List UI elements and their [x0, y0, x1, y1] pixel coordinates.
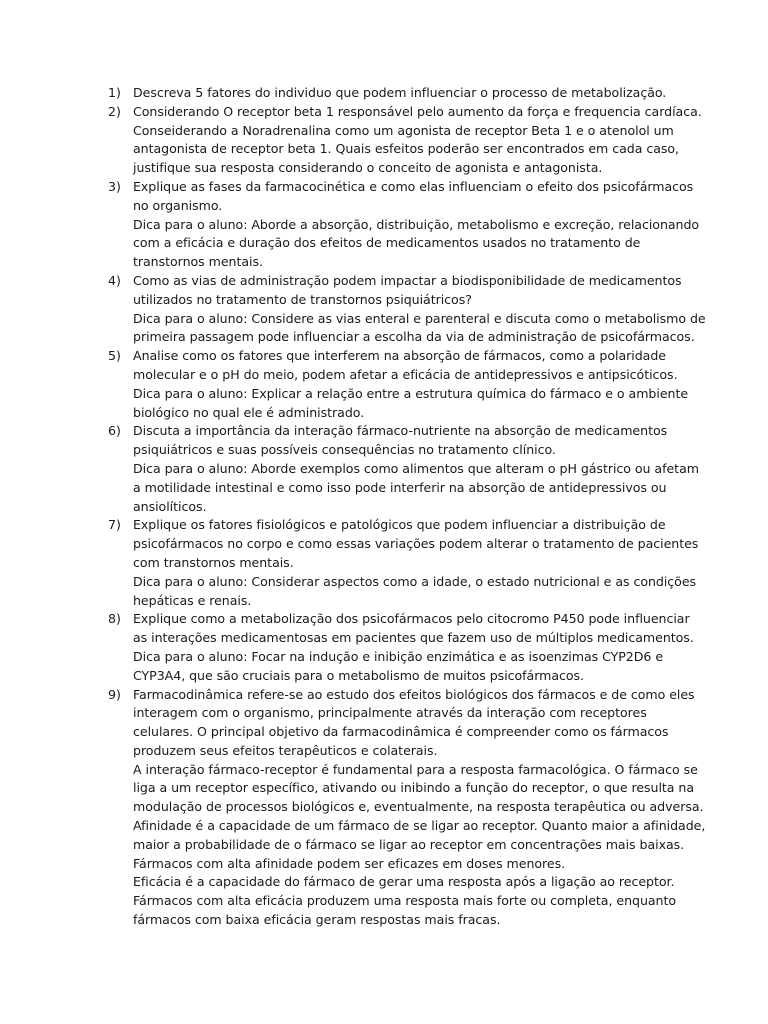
question-item — [108, 272, 706, 347]
question-text-line: maior a probabilidade de o fármaco se ligar ao receptor em concentrações mais baixas. — [133, 836, 685, 852]
question-text-line: Fármacos com alta eficácia produzem uma resposta mais forte ou completa, enquanto — [133, 893, 677, 909]
question-text-line: com a eficácia e duração dos efeitos de medicamentos usados no tratamento de — [133, 235, 641, 251]
question-text-line: Dica para o aluno: Explicar a relação entre a estrutura química do fármaco e o ambiente — [133, 385, 689, 401]
question-text-line: Analise como os fatores que interferem na absorção de fármacos, como a polaridade — [133, 348, 666, 364]
question-item — [108, 686, 706, 930]
question-text-line: celulares. O principal objetivo da farmacodinâmica é compreender como os fármacos — [133, 724, 669, 740]
question-text-line: Discuta a importância da interação fármaco-nutriente na absorção de medicamentos — [133, 423, 668, 439]
question-text-line: Considerando O receptor beta 1 responsável pelo aumento da força e frequencia cardíaca. — [133, 103, 702, 119]
question-text-line: hepáticas e renais. — [133, 592, 252, 608]
question-text-line: Dica para o aluno: Aborde exemplos como alimentos que alteram o pH gástrico ou afetam — [133, 460, 699, 476]
question-text-line: Dica para o aluno: Focar na indução e inibição enzimática e as isoenzimas CYP2D6 e — [133, 648, 664, 664]
question-text-line: primeira passagem pode influenciar a escolha da via de administração de psicofármacos. — [133, 329, 695, 345]
question-text-line: molecular e o pH do meio, podem afetar a eficácia de antidepressivos e antipsicóticos. — [133, 366, 678, 382]
question-list — [108, 84, 706, 930]
question-text-line: a motilidade intestinal e como isso pode interferir na absorção de antidepressivos ou — [133, 479, 667, 495]
question-text-line: ansiolíticos. — [133, 498, 207, 514]
question-text-line: psiquiátricos e suas possíveis consequências no tratamento clínico. — [133, 442, 556, 458]
question-text-line: Fármacos com alta afinidade podem ser eficazes em doses menores. — [133, 855, 566, 871]
question-text-line: Como as vias de administração podem impactar a biodisponibilidade de medicamentos — [133, 272, 682, 288]
question-number: 3) — [108, 178, 121, 194]
question-text-line: antagonista de receptor beta 1. Quais esfeitos poderão ser encontrados em cada caso, — [133, 141, 679, 157]
question-number: 9) — [108, 686, 121, 702]
question-item — [108, 422, 699, 516]
question-text-line: psicofármacos no corpo e como essas variações podem alterar o tratamento de pacientes — [133, 536, 699, 552]
question-text-line: justifique sua resposta considerando o conceito de agonista e antagonista. — [133, 160, 603, 176]
question-text-line: A interação fármaco-receptor é fundamental para a resposta farmacológica. O fármaco se — [133, 761, 698, 777]
question-item — [108, 347, 689, 422]
question-item — [108, 178, 700, 272]
question-text-line: fármacos com baixa eficácia geram respostas mais fracas. — [133, 912, 501, 928]
question-text-line: Explique os fatores fisiológicos e patológicos que podem influenciar a distribuição de — [133, 517, 666, 533]
question-text-line: Farmacodinâmica refere-se ao estudo dos efeitos biológicos dos fármacos e de como eles — [133, 686, 695, 702]
question-text-line: CYP3A4, que são cruciais para o metabolismo de muitos psicofármacos. — [133, 667, 585, 683]
question-text-line: Dica para o aluno: Aborde a absorção, distribuição, metabolismo e excreção, relacionando — [133, 216, 700, 232]
question-text-line: liga a um receptor específico, ativando ou inibindo a função do receptor, o que resulta na — [133, 780, 695, 796]
question-number: 2) — [108, 103, 121, 119]
question-text-line: Dica para o aluno: Considerar aspectos como a idade, o estado nutricional e as condições — [133, 573, 697, 589]
question-item — [108, 103, 702, 178]
question-text-line: Descreva 5 fatores do individuo que podem influenciar o processo de metabolização. — [133, 85, 667, 100]
question-text-line: Conseiderando a Noradrenalina como um agonista de receptor Beta 1 e o atenolol um — [133, 122, 674, 138]
question-text-line: biológico no qual ele é administrado. — [133, 404, 365, 420]
question-number: 7) — [108, 517, 121, 533]
question-text-line: Afinidade é a capacidade de um fármaco de se ligar ao receptor. Quanto maior a afinidade, — [133, 818, 706, 834]
question-number: 1) — [108, 85, 121, 100]
question-item — [108, 516, 699, 610]
question-text-line: Explique como a metabolização dos psicofármacos pelo citocromo P450 pode influenciar — [133, 611, 690, 627]
question-text-line: com transtornos mentais. — [133, 554, 294, 570]
question-text-line: Eficácia é a capacidade do fármaco de gerar uma resposta após a ligação ao receptor. — [133, 874, 675, 890]
question-number: 8) — [108, 611, 121, 627]
question-text-line: no organismo. — [133, 197, 223, 213]
question-text-line: produzem seus efeitos terapêuticos e colaterais. — [133, 742, 438, 758]
question-number: 4) — [108, 272, 121, 288]
question-text-line: modulação de processos biológicos e, eventualmente, na resposta terapêutica ou adversa. — [133, 799, 704, 815]
question-text-line: as interações medicamentosas em pacientes que fazem uso de múltiplos medicamentos. — [133, 630, 694, 646]
question-text-line: interagem com o organismo, principalmente através da interação com receptores — [133, 705, 647, 721]
question-item — [108, 84, 668, 103]
question-text-line: Dica para o aluno: Considere as vias enteral e parenteral e discuta como o metabolismo de — [133, 310, 706, 326]
question-text-line: Explique as fases da farmacocinética e como elas influenciam o efeito dos psicofármacos — [133, 178, 694, 194]
question-number: 5) — [108, 348, 121, 364]
question-number: 6) — [108, 423, 121, 439]
question-text-line: utilizados no tratamento de transtornos psiquiátricos? — [133, 291, 472, 307]
question-item — [108, 610, 694, 685]
question-text-line: transtornos mentais. — [133, 254, 263, 270]
